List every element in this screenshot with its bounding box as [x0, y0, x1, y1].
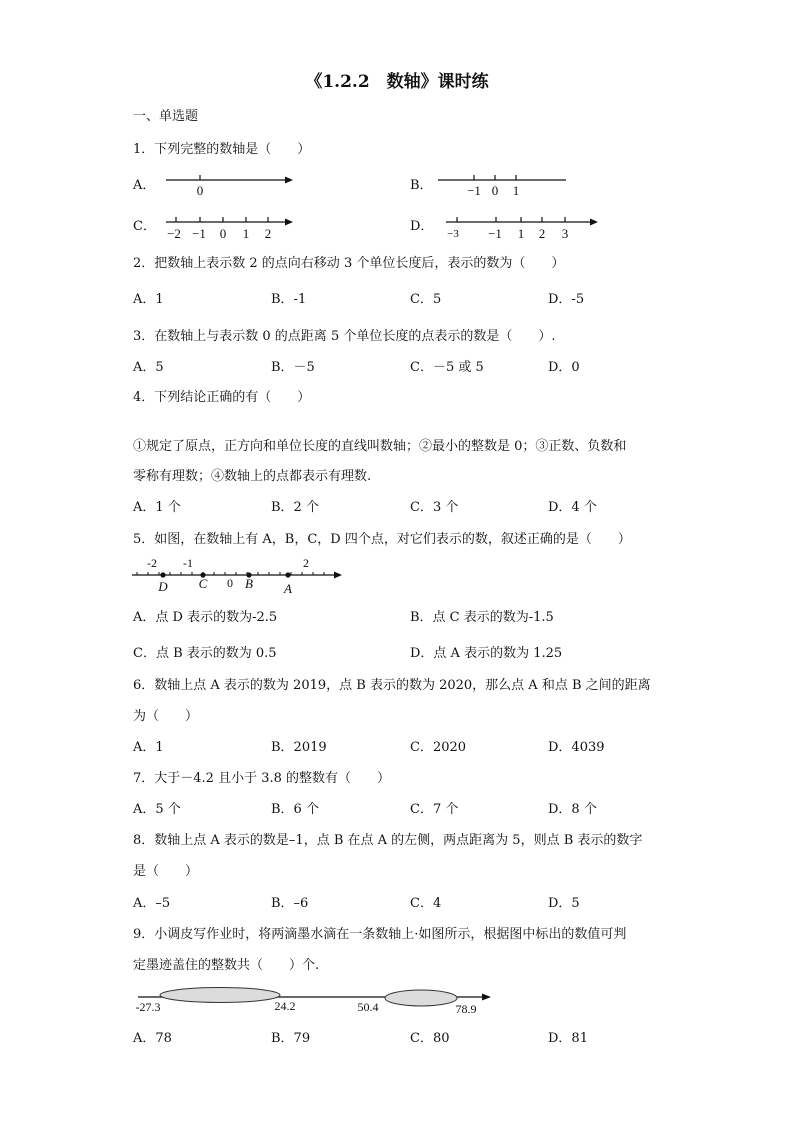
- q5-point-d: [160, 572, 165, 577]
- q7-option-c: C．7 个: [410, 802, 459, 817]
- q7-stem: 7．大于－4.2 且小于 3.8 的整数有（ ）: [133, 771, 391, 786]
- page-title: 《1.2.2 数轴》课时练: [305, 72, 489, 92]
- q3-option-c: C．－5 或 5: [410, 360, 484, 375]
- q5-point-a: [285, 572, 290, 577]
- q9-option-d: D．81: [548, 1031, 588, 1046]
- q2-option-b: B．-1: [271, 292, 307, 307]
- q4-option-b: B．2 个: [271, 500, 319, 515]
- q1b-label: 0: [491, 183, 499, 198]
- q4-option-a: A．1 个: [133, 500, 181, 515]
- q1a-label: 0: [196, 183, 204, 198]
- ink-blot-left: [160, 988, 280, 1003]
- q2-option-d: D．-5: [548, 292, 585, 307]
- q6-stem-line: 6．数轴上点 A 表示的数为 2019，点 B 表示的数为 2020，那么点 A 和点 B 之间的距离: [133, 678, 651, 693]
- q1-option-d-axis: [440, 210, 605, 242]
- q1d-label: −3: [447, 228, 459, 240]
- q9-option-a: A．78: [133, 1031, 172, 1046]
- q4-option-c: C．3 个: [410, 500, 459, 515]
- q9-value-label: 50.4: [357, 1000, 379, 1014]
- q1d-label: 1: [517, 226, 525, 241]
- q3-stem: 3．在数轴上与表示数 0 的点距离 5 个单位长度的点表示的数是（ ）.: [133, 329, 556, 344]
- ink-blot-right: [385, 990, 457, 1006]
- q9-stem-line: 9．小调皮写作业时，将两滴墨水滴在一条数轴上·如图所示，根据图中标出的数值可判: [133, 927, 627, 942]
- q3-option-a: A．5: [133, 360, 164, 375]
- q1-option-b-axis: [436, 168, 576, 200]
- q8-stem-line: 是（ ）: [133, 864, 199, 879]
- q1b-label: 1: [512, 183, 520, 198]
- q3-option-b: B．－5: [271, 360, 315, 375]
- q5-number-label: 0: [227, 576, 233, 590]
- q1b-label: −1: [467, 183, 481, 198]
- q9-option-b: B．79: [271, 1031, 311, 1046]
- q5-option-b: B．点 C 表示的数为-1.5: [410, 610, 554, 625]
- q1c-label: 2: [264, 226, 272, 241]
- q1d-label: 2: [538, 226, 546, 241]
- q9-value-label: 78.9: [455, 1002, 477, 1016]
- q1-stem: 1．下列完整的数轴是（ ）: [133, 142, 311, 157]
- q8-option-b: B．–6: [271, 896, 309, 911]
- q5-option-d: D．点 A 表示的数为 1.25: [410, 646, 563, 661]
- q1-option-a-axis: [160, 168, 300, 200]
- q2-stem: 2．把数轴上表示数 2 的点向右移动 3 个单位长度后，表示的数为（ ）: [133, 256, 565, 271]
- q6-stem-line: 为（ ）: [133, 709, 199, 724]
- q6-option-d: D．4039: [548, 740, 605, 755]
- q5-number-label: -2: [147, 556, 157, 570]
- q1-option-c-letter: C．: [133, 219, 156, 234]
- section-heading: 一、单选题: [133, 109, 199, 124]
- q1c-label: 0: [219, 226, 227, 241]
- q4-body-line: 零称有理数；④数轴上的点都表示有理数.: [133, 469, 372, 484]
- q1d-label: −1: [488, 226, 502, 241]
- q9-ink-number-line-figure: [128, 984, 500, 1020]
- q7-option-b: B．6 个: [271, 802, 319, 817]
- q9-value-label: -27.3: [135, 1000, 161, 1014]
- q2-option-a: A．1: [133, 292, 164, 307]
- q6-option-b: B．2019: [271, 740, 327, 755]
- q5-number-line-figure: [128, 552, 348, 597]
- q5-number-label: 2: [303, 556, 309, 570]
- q1c-label: 1: [242, 226, 250, 241]
- q9-option-c: C．80: [410, 1031, 450, 1046]
- q9-stem-line: 定墨迹盖住的整数共（ ）个.: [133, 958, 320, 973]
- q7-option-d: D．8 个: [548, 802, 597, 817]
- q8-option-d: D．5: [548, 896, 580, 911]
- q1-option-a-letter: A．: [133, 178, 156, 193]
- q5-point-label: C: [198, 576, 208, 591]
- q4-body-line: ①规定了原点，正方向和单位长度的直线叫数轴；②最小的整数是 0；③正数、负数和: [133, 439, 627, 454]
- q8-option-a: A．–5: [133, 896, 171, 911]
- q3-option-d: D．0: [548, 360, 580, 375]
- q4-stem: 4．下列结论正确的有（ ）: [133, 390, 311, 405]
- q7-option-a: A．5 个: [133, 802, 181, 817]
- q1-option-c-axis: [160, 210, 300, 242]
- q5-point-label: B: [245, 576, 253, 591]
- q8-stem-line: 8．数轴上点 A 表示的数是–1，点 B 在点 A 的左侧，两点距离为 5，则点 B 表示的数字: [133, 833, 643, 848]
- q9-value-label: 24.2: [274, 999, 296, 1013]
- q2-option-c: C．5: [410, 292, 442, 307]
- q6-option-c: C．2020: [410, 740, 467, 755]
- q4-option-d: D．4 个: [548, 500, 597, 515]
- q1-option-b-letter: B．: [410, 178, 433, 193]
- q6-option-a: A．1: [133, 740, 164, 755]
- q1c-label: −1: [192, 226, 206, 241]
- q5-point-label: A: [284, 581, 292, 596]
- q8-option-c: C．4: [410, 896, 442, 911]
- q5-option-c: C．点 B 表示的数为 0.5: [133, 646, 277, 661]
- q5-option-a: A．点 D 表示的数为-2.5: [133, 610, 278, 625]
- q1d-label: 3: [561, 226, 569, 241]
- q5-point-label: D: [158, 579, 168, 594]
- q1-option-d-letter: D．: [410, 219, 434, 234]
- q5-stem: 5．如图，在数轴上有 A，B，C，D 四个点，对它们表示的数，叙述正确的是（ ）: [133, 532, 631, 547]
- q1c-label: −2: [167, 226, 181, 241]
- q5-number-label: -1: [183, 556, 193, 570]
